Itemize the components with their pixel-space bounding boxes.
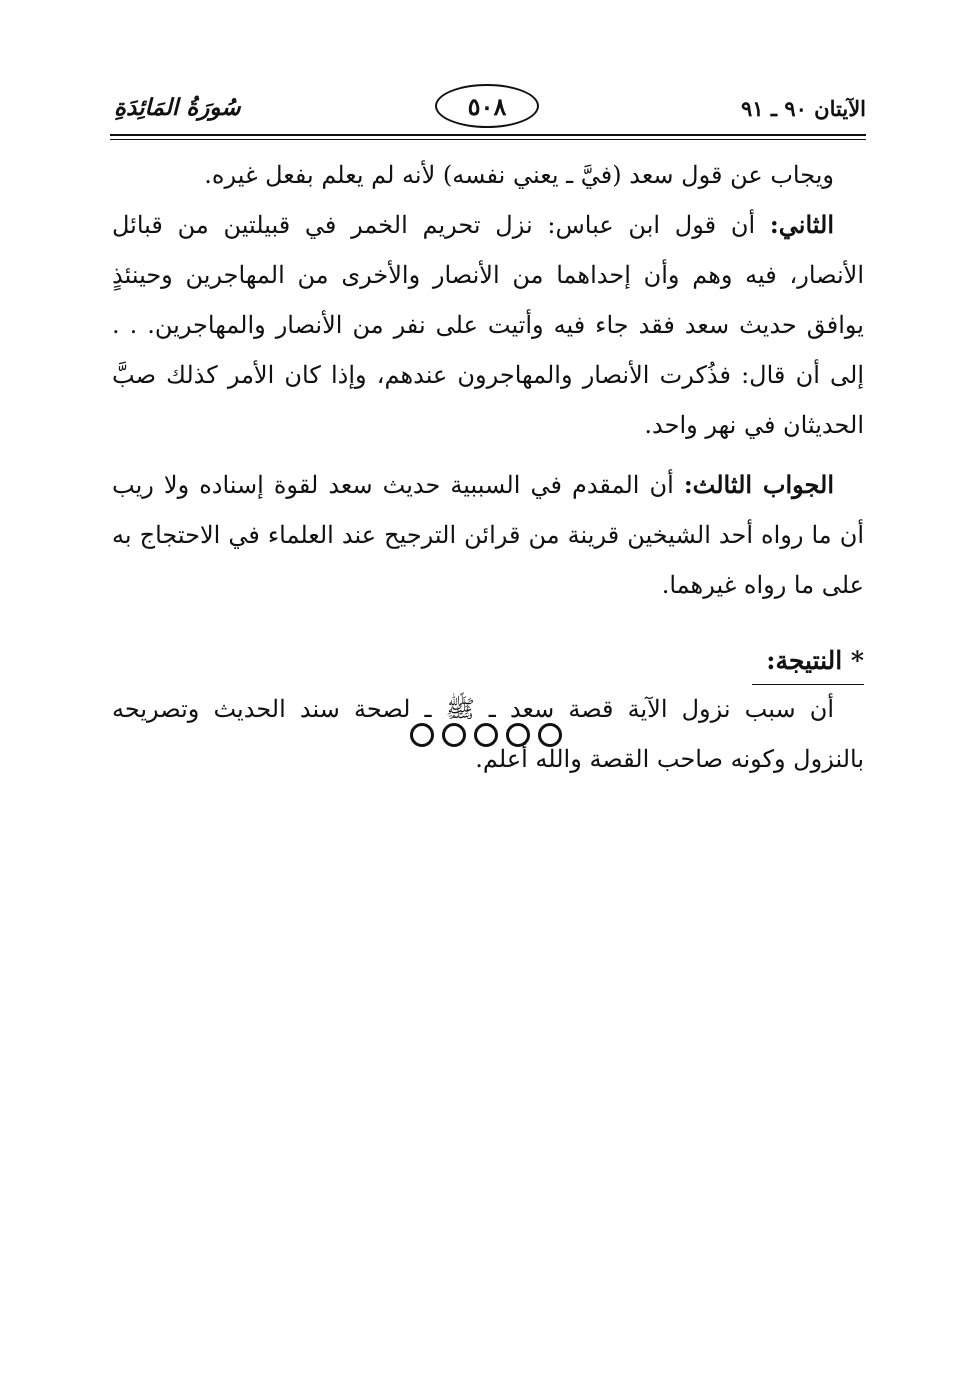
ornament-ring xyxy=(506,723,530,747)
paragraph-2-text: أن قول ابن عباس: نزل تحريم الخمر في قبيلتين من قبائل الأنصار، فيه وهم وأن إحداهما من الأنصار والأخرى من المهاجرين وحينئذٍ يوافق حديث سعد فقد جاء فيه وأتيت على نفر من الأنصار والمهاجرين. . . إلى أن قال: فذُكرت الأنصار والمهاجرون عندهم، وإذا كان الأمر كذلك صبَّ الحديثان في نهر واحد. xyxy=(112,211,864,439)
paragraph-1 xyxy=(112,150,864,200)
page-header xyxy=(110,84,866,134)
result-text: أن سبب نزول الآية قصة سعد ـ ﷺ ـ لصحة سند الحديث وتصريحه بالنزول وكونه صاحب القصة والله أعلم. xyxy=(112,695,864,773)
ornament-ring xyxy=(410,723,434,747)
ornament-ring xyxy=(474,723,498,747)
paragraph-3-lead: الجواب الثالث: xyxy=(683,470,834,499)
paragraph-3 xyxy=(112,460,864,610)
paragraph-2-lead: الثاني: xyxy=(769,210,834,239)
ornament-ring xyxy=(442,723,466,747)
result-heading-wrap xyxy=(112,620,864,680)
paragraph-3-text: أن المقدم في السببية حديث سعد لقوة إسناده ولا ريب أن ما رواه أحد الشيخين قرينة من قرائن الترجيح عند العلماء في الاحتجاج به على ما رواه غيرهما. xyxy=(112,471,864,599)
page-number: ٥٠٨ xyxy=(435,84,539,128)
paragraph-2 xyxy=(112,200,864,450)
ornament-ring xyxy=(538,723,562,747)
end-ornament xyxy=(0,716,971,749)
surah-title: سُورَةُ المَائِدَةِ xyxy=(114,94,241,121)
header-rule-thin xyxy=(110,139,866,140)
result-heading: * النتيجة: xyxy=(752,638,864,685)
verses-label: الآيتان ٩٠ ـ ٩١ xyxy=(740,96,866,121)
paragraph-1-text: ويجاب عن قول سعد (فيَّ ـ يعني نفسه) لأنه لم يعلم بفعل غيره. xyxy=(204,161,834,189)
header-rule xyxy=(110,134,866,136)
page-body xyxy=(112,150,864,794)
